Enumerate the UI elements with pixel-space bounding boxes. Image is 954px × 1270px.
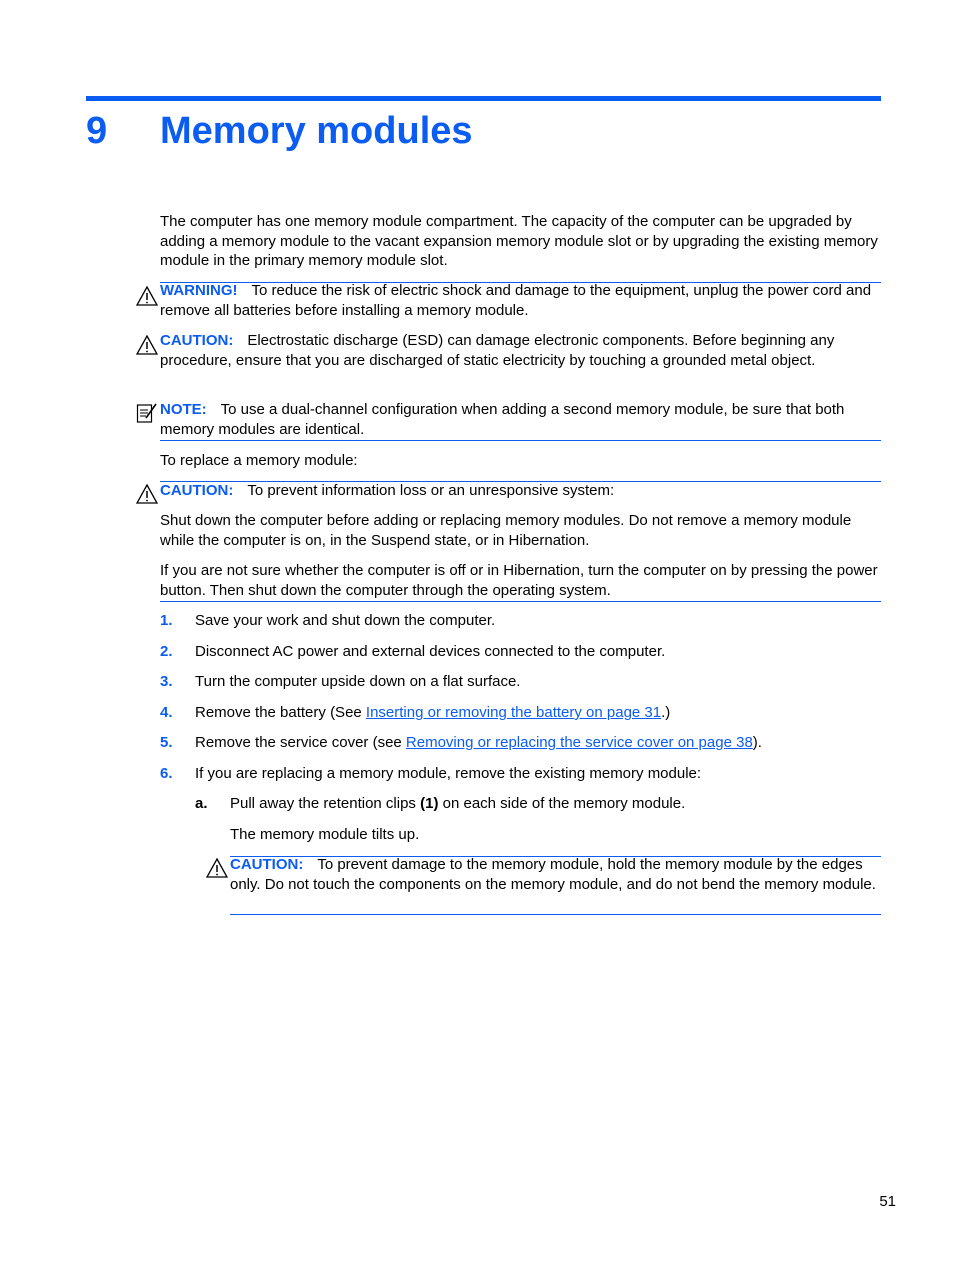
substep-text-post: on each side of the memory module. [438, 795, 686, 812]
step-number: 1. [160, 612, 173, 629]
caution-label: CAUTION: [230, 856, 304, 873]
note-label: NOTE: [160, 401, 207, 418]
page-number: 51 [879, 1193, 896, 1210]
note-text: To use a dual-channel configuration when adding a second memory module, be sure that both memory modules are identical. [160, 401, 845, 438]
step-text [195, 703, 670, 723]
step-text-post: .) [661, 704, 671, 721]
service-cover-page-link[interactable]: Removing or replacing the service cover on page 38 [405, 734, 753, 751]
caution-block-module [230, 855, 882, 894]
substep-letter: a. [195, 795, 208, 812]
step-text [195, 733, 762, 753]
step-text: If you are replacing a memory module, remove the existing memory module: [195, 765, 702, 782]
replace-intro: To replace a memory module: [160, 452, 358, 469]
step-number: 4. [160, 704, 173, 721]
step-text-pre: Remove the battery (See [195, 704, 366, 721]
intro-paragraph: The computer has one memory module compartment. The capacity of the computer can be upgraded by adding a memory module to the vacant expansion memory module slot or by upgrading the existing memory module in the primary memory module slot. [160, 213, 878, 269]
caution-paragraph-2: If you are not sure whether the computer is off or in Hibernation, turn the computer on by pressing the power button. Then shut down the computer through the operating system. [160, 562, 878, 599]
substep-text [230, 794, 685, 814]
caution-triangle-icon [206, 858, 228, 878]
caution-label: CAUTION: [160, 332, 234, 349]
step-text: Disconnect AC power and external devices connected to the computer. [195, 643, 666, 660]
chapter-title: Memory modules [160, 110, 473, 152]
substep-result: The memory module tilts up. [230, 826, 420, 843]
step-number: 6. [160, 765, 173, 782]
step-number: 2. [160, 643, 173, 660]
note-bottom-rule [160, 440, 881, 441]
caution-text: To prevent information loss or an unresponsive system: [247, 482, 615, 499]
chapter-rule [86, 96, 881, 101]
step-text-pre: Remove the service cover (see [195, 734, 406, 751]
callout-number: (1) [420, 795, 439, 812]
step-text: Save your work and shut down the computer. [195, 612, 496, 629]
caution-block-esd [160, 331, 882, 370]
caution3-bottom-rule [230, 914, 881, 915]
caution2-bottom-rule [160, 601, 881, 602]
caution-paragraph-1: Shut down the computer before adding or replacing memory modules. Do not remove a memory module while the computer is on, in the Suspend state, or in Hibernation. [160, 512, 852, 549]
caution-triangle-icon [136, 484, 158, 504]
note-pad-icon [136, 402, 158, 424]
caution-triangle-icon [136, 335, 158, 355]
battery-page-link[interactable]: Inserting or removing the battery on page 31 [365, 704, 662, 721]
step-number: 3. [160, 673, 173, 690]
warning-label: WARNING! [160, 282, 238, 299]
note-block [160, 400, 882, 439]
step-number: 5. [160, 734, 173, 751]
step-text: Turn the computer upside down on a flat surface. [195, 673, 521, 690]
chapter-number: 9 [86, 110, 108, 152]
caution-label: CAUTION: [160, 482, 234, 499]
substep-text-pre: Pull away the retention clips [230, 795, 421, 812]
caution-text: Electrostatic discharge (ESD) can damage electronic components. Before beginning any procedure, ensure that you are discharged of static electricity by touching a grounded metal object. [160, 332, 835, 369]
warning-text: To reduce the risk of electric shock and damage to the equipment, unplug the power cord and remove all batteries before installing a memory module. [160, 282, 872, 319]
caution-block-shutdown [160, 481, 882, 501]
caution-text: To prevent damage to the memory module, hold the memory module by the edges only. Do not touch the components on the memory module, and do not bend the memory module. [230, 856, 876, 893]
step-text-post: ). [752, 734, 762, 751]
warning-block [160, 281, 882, 320]
warning-triangle-icon [136, 286, 158, 306]
